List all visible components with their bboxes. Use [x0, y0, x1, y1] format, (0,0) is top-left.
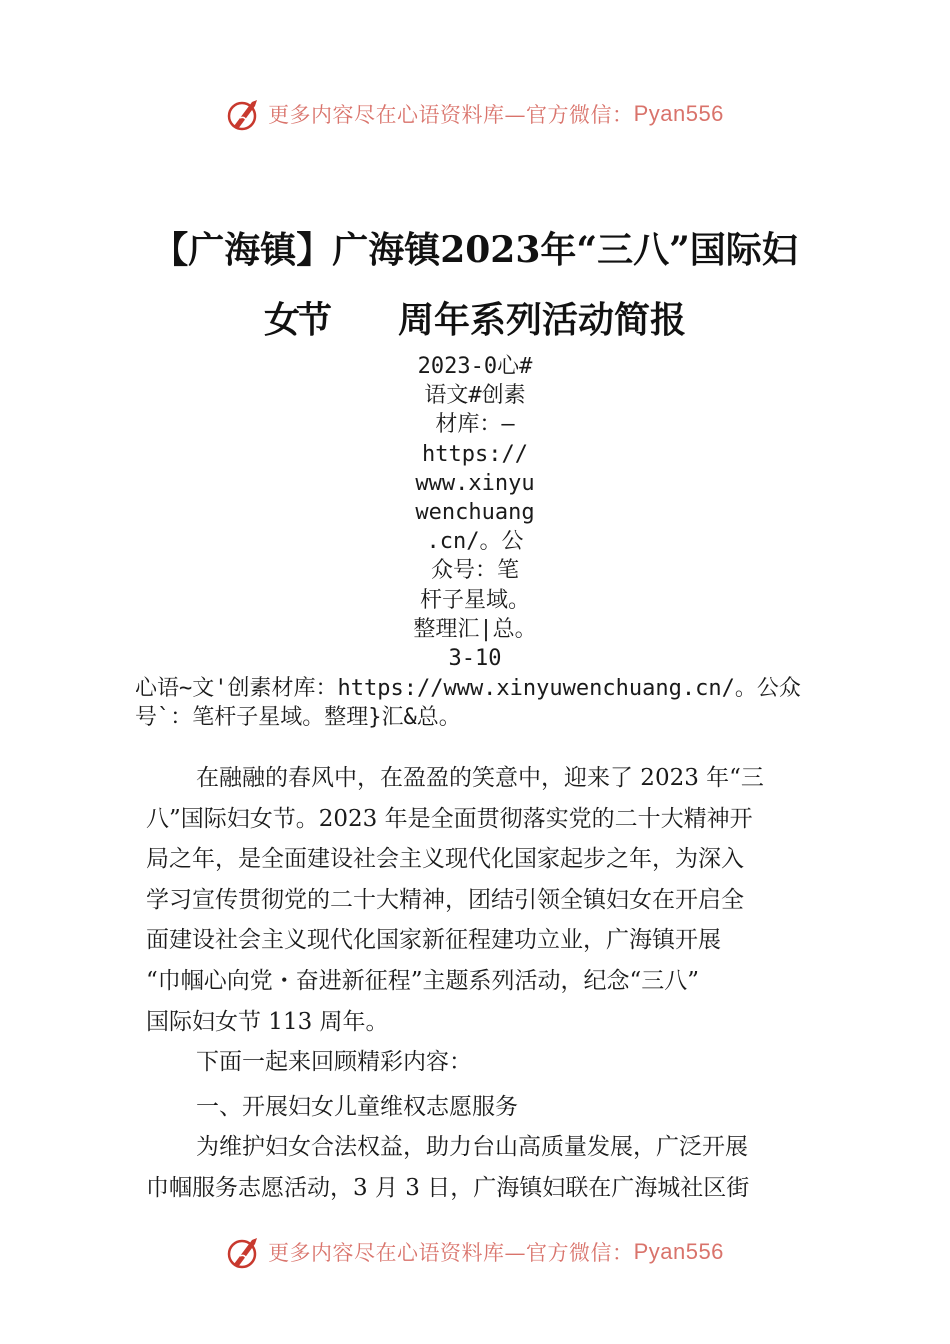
- narrow-line: 2023-0心#: [417, 354, 533, 379]
- narrow-line: 3-10: [448, 646, 502, 672]
- footer-banner: [0, 1232, 950, 1272]
- wide-line: 号`：笔杆子星域。整理}汇&总。: [135, 705, 461, 730]
- document-body: [146, 758, 808, 1209]
- narrow-line: 整理汇|总。: [413, 616, 537, 642]
- footer-banner-wechat: Pyan556: [633, 1239, 724, 1264]
- document-title-line2-part2: 周年系列活动简报: [398, 299, 687, 341]
- paragraph1-line: 局之年，是全面建设社会主义现代化国家起步之年，为深入: [146, 846, 744, 873]
- paragraph1-line: “巾帼心向党・奋进新征程”主题系列活动，纪念“三八”: [146, 967, 700, 994]
- narrow-line: 材库：—: [435, 412, 515, 438]
- pen-logo-icon: [226, 96, 262, 132]
- watermark-narrow-block: [400, 352, 550, 673]
- paragraph2: 下面一起来回顾精彩内容：: [196, 1049, 472, 1076]
- header-banner-text: 更多内容尽在心语资料库—官方微信：: [268, 103, 634, 127]
- narrow-line: 语文#创素: [424, 383, 526, 409]
- paragraph3-line: 为维护妇女合法权益，助力台山高质量发展，广泛开展: [196, 1134, 748, 1161]
- narrow-line: 杆子星域。: [419, 587, 530, 613]
- wide-line: 心语~文'创素材库：https://www.xinyuwenchuang.cn/。公众: [135, 676, 801, 701]
- document-title-line2: [0, 292, 950, 343]
- footer-banner-text: 更多内容尽在心语资料库—官方微信：: [268, 1241, 634, 1265]
- narrow-line: https://: [422, 441, 528, 467]
- header-banner: [0, 94, 950, 134]
- paragraph1-line: 面建设社会主义现代化国家新征程建功立业，广海镇开展: [146, 927, 721, 954]
- document-title-line1: 【广海镇】广海镇2023年“三八”国际妇: [152, 229, 798, 271]
- narrow-line: www.xinyu: [415, 470, 535, 496]
- narrow-line: wenchuang: [415, 500, 535, 526]
- paragraph1-line: 学习宣传贯彻党的二十大精神，团结引领全镇妇女在开启全: [146, 886, 744, 913]
- pen-logo-icon: [226, 1234, 262, 1270]
- document-title-line2-part1: 女节: [263, 299, 328, 341]
- paragraph1-line: 国际妇女节 113 周年。: [146, 1008, 389, 1035]
- narrow-line: 众号：笔: [430, 558, 519, 584]
- header-banner-wechat: Pyan556: [633, 101, 724, 126]
- watermark-wide-block: [135, 674, 835, 732]
- narrow-line: .cn/。公: [426, 529, 524, 555]
- paragraph1-line: 八”国际妇女节。2023 年是全面贯彻落实党的二十大精神开: [146, 805, 753, 832]
- paragraph1-line: 在融融的春风中，在盈盈的笑意中，迎来了 2023 年“三: [196, 765, 764, 791]
- paragraph3-line: 巾帼服务志愿活动，3 月 3 日，广海镇妇联在广海城社区街: [146, 1174, 750, 1201]
- section1-heading: 一、开展妇女儿童维权志愿服务: [196, 1093, 518, 1120]
